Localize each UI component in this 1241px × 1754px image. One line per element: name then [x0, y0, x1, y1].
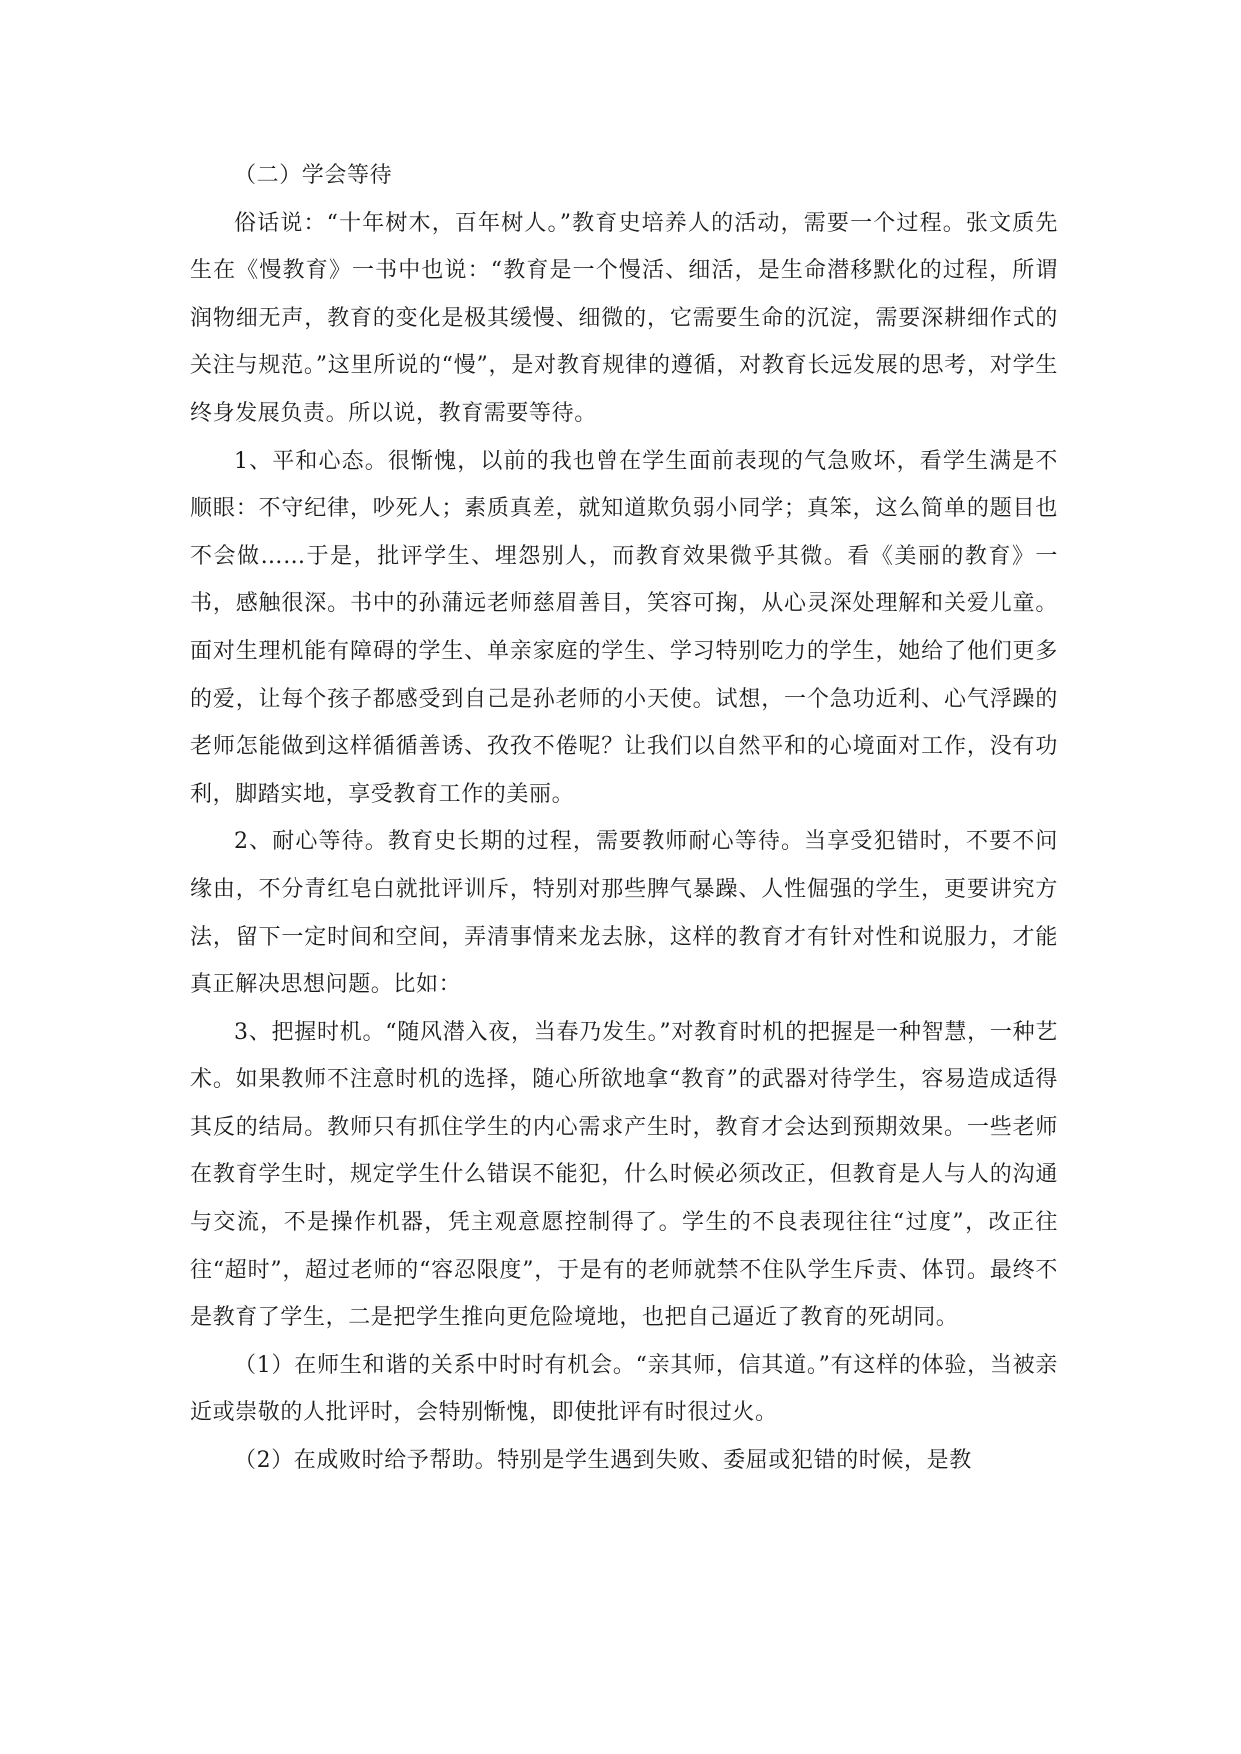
paragraph-subpoint-2: （2）在成败时给予帮助。特别是学生遇到失败、委屈或犯错的时候，是教	[234, 1448, 972, 1474]
paragraph-point-2: 2、耐心等待。教育史长期的过程，需要教师耐心等待。当享受犯错时，不要不问缘由，不分青红皂白就批评训斥，特别对那些脾气暴躁、人性倔强的学生，更要讲究方法，留下一定时间和空间，弄清事情来龙去脉，这样的教育才有针对性和说服力，才能真正解决思想问题。比如：	[190, 829, 1058, 998]
document-body	[190, 152, 1058, 1485]
paragraph-point-3: 3、把握时机。“随风潜入夜，当春乃发生。”对教育时机的把握是一种智慧，一种艺术。如果教师不注意时机的选择，随心所欲地拿“教育”的武器对待学生，容易造成适得其反的结局。教师只有抓住学生的内心需求产生时，教育才会达到预期效果。一些老师在教育学生时，规定学生什么错误不能犯，什么时候必须改正，但教育是人与人的沟通与交流，不是操作机器，凭主观意愿控制得了。学生的不良表现往往“过度”，改正往往“超时”，超过老师的“容忍限度”，于是有的老师就禁不住队学生斥责、体罚。最终不是教育了学生，二是把学生推向更危险境地，也把自己逼近了教育的死胡同。	[190, 1019, 1058, 1331]
paragraph-subpoint-1: （1）在师生和谐的关系中时时有机会。“亲其师，信其道。”有这样的体验，当被亲近或崇敬的人批评时，会特别惭愧，即使批评有时很过火。	[190, 1352, 1058, 1426]
paragraph-point-1: 1、平和心态。很惭愧，以前的我也曾在学生面前表现的气急败坏，看学生满是不顺眼：不守纪律，吵死人；素质真差，就知道欺负弱小同学；真笨，这么简单的题目也不会做……于是，批评学生、埋怨别人，而教育效果微乎其微。看《美丽的教育》一书，感触很深。书中的孙蒲远老师慈眉善目，笑容可掬，从心灵深处理解和关爱儿童。面对生理机能有障碍的学生、单亲家庭的学生、学习特别吃力的学生，她给了他们更多的爱，让每个孩子都感受到自己是孙老师的小天使。试想，一个急功近利、心气浮躁的老师怎能做到这样循循善诱、孜孜不倦呢？让我们以自然平和的心境面对工作，没有功利，脚踏实地，享受教育工作的美丽。	[190, 448, 1058, 807]
paragraph-intro: 俗话说：“十年树木，百年树人。”教育史培养人的活动，需要一个过程。张文质先生在《慢教育》一书中也说：“教育是一个慢活、细活，是生命潜移默化的过程，所谓润物细无声，教育的变化是极其缓慢、细微的，它需要生命的沉淀，需要深耕细作式的关注与规范。”这里所说的“慢”，是对教育规律的遵循，对教育长远发展的思考，对学生终身发展负责。所以说，教育需要等待。	[190, 210, 1058, 426]
section-heading: （二）学会等待	[234, 163, 393, 188]
